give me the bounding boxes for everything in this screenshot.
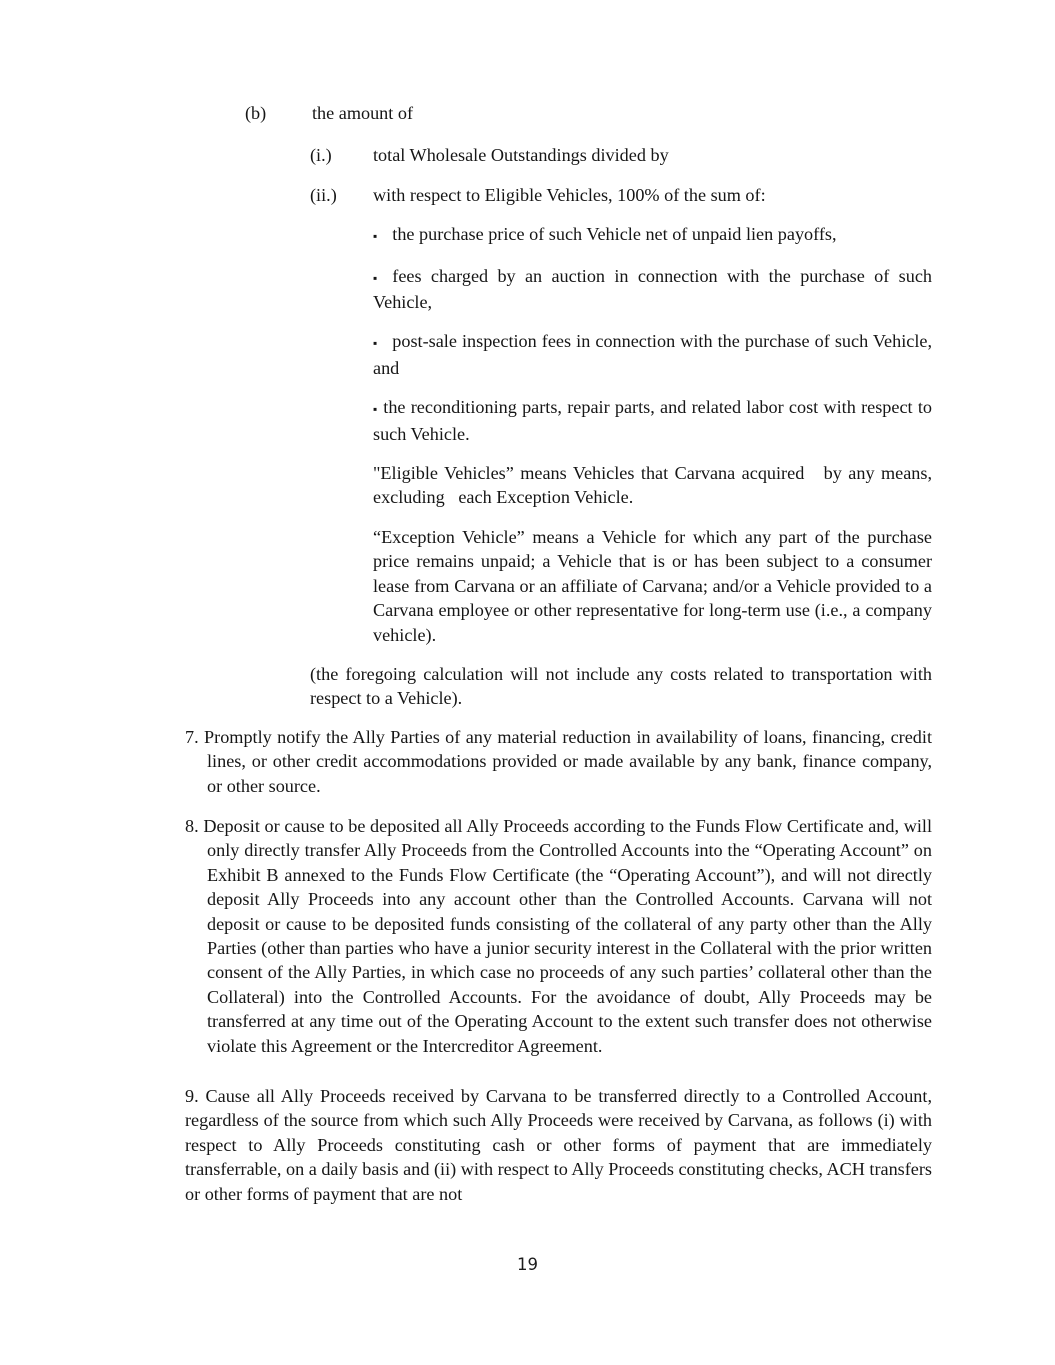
bullet-item-4 (373, 395, 932, 446)
bullet-item-3-text: post-sale inspection fees in connection with the purchase of such Vehicle, and (373, 331, 932, 378)
bullet-item-2-text: fees charged by an auction in connection with the purchase of such Vehicle, (373, 265, 932, 313)
parenthetical-note: (the foregoing calculation will not include any costs related to transportation with respect to a Vehicle). (310, 663, 932, 709)
numbered-item-7 (185, 725, 932, 798)
clause-b-text: the amount of (312, 103, 414, 123)
clause-roman-i-text: total Wholesale Outstandings divided by (373, 145, 669, 166)
definition-eligible-vehicles: "Eligible Vehicles” means Vehicles that Carvana acquired by any means, excluding each Exception Vehicle. (373, 463, 937, 508)
clause-roman-ii (310, 183, 932, 207)
square-bullet-icon: ▪ (373, 270, 378, 285)
clause-roman-ii-text: with respect to Eligible Vehicles, 100% of the sum of: (373, 184, 766, 205)
clause-b (245, 101, 932, 125)
numbered-item-9-number: 9. (185, 1086, 199, 1106)
clause-roman-ii-label: (ii.) (310, 184, 337, 205)
bullet-item-4-text: the reconditioning parts, repair parts, and related labor cost with respect to such Vehicle. (373, 397, 932, 444)
numbered-item-8 (185, 814, 932, 1058)
definition-exception-vehicle: “Exception Vehicle” means a Vehicle for which any part of the purchase price remains unpaid; a Vehicle that is or has been subject to a consumer lease from Carvana or an affiliate of Carvana; and/or a Vehicle provided to a Carvana employee or other representative for long-term use (i.e., a company vehicle). (373, 526, 937, 645)
bullet-item-1 (373, 222, 932, 248)
bullet-item-3 (373, 329, 932, 380)
numbered-item-8-number: 8. (185, 815, 199, 836)
numbered-item-9-text: Cause all Ally Proceeds received by Carvana to be transferred directly to a Controlled Account, regardless of the source from which such Ally Proceeds were received by Carvana, as follows (i) with respect to Ally Proceeds constituting cash or other forms of payment that are immediately transferrable, on a daily basis and (ii) with respect to Ally Proceeds constituting checks, ACH transfers or other forms of payment that are not (185, 1086, 933, 1204)
bullet-item-1-text: the purchase price of such Vehicle net of unpaid lien payoffs, (392, 224, 837, 245)
square-bullet-icon: ▪ (373, 229, 378, 244)
square-bullet-icon: ▪ (373, 402, 378, 417)
clause-roman-i-label: (i.) (310, 145, 332, 166)
clause-b-label: (b) (245, 103, 267, 123)
bullet-item-2 (373, 264, 932, 315)
contract-page-body (185, 101, 937, 1222)
numbered-item-8-text: Deposit or cause to be deposited all Ally Proceeds according to the Funds Flow Certificate and, will only directly transfer Ally Proceeds from the Controlled Accounts into the “Operating Account” on Exhibit B annexed to the Funds Flow Certificate (the “Operating Account”), and will not directly deposit Ally Proceeds into any account other than the Controlled Accounts. Carvana will not deposit or cause to be deposited funds consisting of the collateral of any party other than the Ally Parties (other than parties who have a junior security interest in the Collateral with the prior written consent of the Ally Parties, in which case no proceeds of any such parties’ collateral other than the Collateral) into the Controlled Accounts. For the avoidance of doubt, Ally Proceeds may be transferred at any time out of the Operating Account to the extent such transfer does not otherwise violate this Agreement or the Intercreditor Agreement. (203, 815, 932, 1056)
page-number: 19 (517, 1255, 538, 1274)
numbered-item-7-text: Promptly notify the Ally Parties of any material reduction in availability of loans, financing, credit lines, or other credit accommodations provided or made available by any bank, finance company, or other source. (204, 726, 932, 796)
clause-roman-i (310, 143, 932, 167)
numbered-item-7-number: 7. (185, 726, 199, 747)
numbered-item-9 (185, 1084, 932, 1206)
square-bullet-icon: ▪ (373, 336, 378, 351)
